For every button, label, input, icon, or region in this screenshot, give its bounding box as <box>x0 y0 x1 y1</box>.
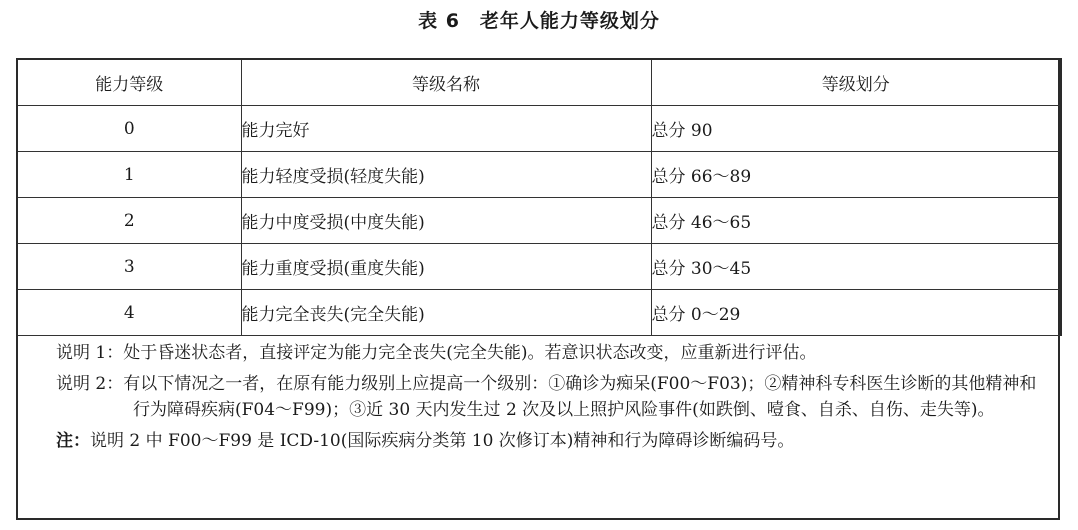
cell-level: 0 <box>17 106 241 152</box>
cell-level: 4 <box>17 290 241 336</box>
header-name: 等级名称 <box>241 59 651 106</box>
table-row <box>17 152 1061 198</box>
ability-grade-table <box>16 58 1062 336</box>
table-row <box>17 244 1061 290</box>
cell-score: 总分 30～45 <box>651 244 1061 290</box>
table-row <box>17 290 1061 336</box>
note-3-label: 注： <box>56 431 90 451</box>
cell-name: 能力完全丧失(完全失能) <box>241 290 651 336</box>
note-2: 说明 2：有以下情况之一者，在原有能力级别上应提高一个级别：①确诊为痴呆(F00～F03)；②精神科专科医生诊断的其他精神和行为障碍疾病(F04～F99)；③近 30 天内发生过 2 次及以上照护风险事件(如跌倒、噎食、自杀、自伤、走失等)。 <box>56 374 1037 420</box>
table-row <box>17 198 1061 244</box>
cell-score: 总分 46～65 <box>651 198 1061 244</box>
cell-level: 2 <box>17 198 241 244</box>
cell-name: 能力中度受损(中度失能) <box>241 198 651 244</box>
notes-section <box>56 340 1046 459</box>
cell-name: 能力重度受损(重度失能) <box>241 244 651 290</box>
table-title: 表 6 老年人能力等级划分 <box>418 10 660 32</box>
header-score: 等级划分 <box>651 59 1061 106</box>
cell-score: 总分 0～29 <box>651 290 1061 336</box>
cell-name: 能力轻度受损(轻度失能) <box>241 152 651 198</box>
cell-name: 能力完好 <box>241 106 651 152</box>
note-3-text: 说明 2 中 F00～F99 是 ICD-10(国际疾病分类第 10 次修订本)精神和行为障碍诊断编码号。 <box>90 431 795 451</box>
cell-score: 总分 66～89 <box>651 152 1061 198</box>
cell-level: 3 <box>17 244 241 290</box>
cell-score: 总分 90 <box>651 106 1061 152</box>
table-header-row <box>17 59 1061 106</box>
table-row <box>17 106 1061 152</box>
note-3 <box>56 428 1046 454</box>
cell-level: 1 <box>17 152 241 198</box>
header-level: 能力等级 <box>17 59 241 106</box>
note-1: 说明 1：处于昏迷状态者，直接评定为能力完全丧失(完全失能)。若意识状态改变，应重新进行评估。 <box>56 343 817 363</box>
